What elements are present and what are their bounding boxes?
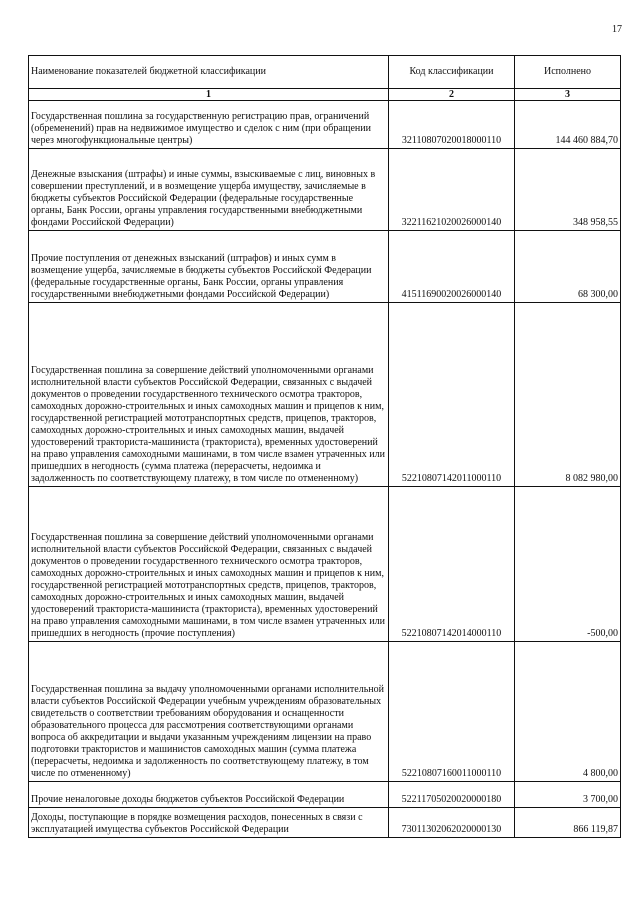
- table-row: [29, 487, 621, 642]
- row-executed: 68 300,00: [515, 231, 621, 303]
- row-code: 32110807020018000110: [389, 101, 515, 149]
- row-code: 52210807142011000110: [389, 303, 515, 487]
- row-code: 41511690020026000140: [389, 231, 515, 303]
- row-executed: 866 119,87: [515, 808, 621, 838]
- column-number: 2: [389, 89, 515, 101]
- table-row: [29, 642, 621, 782]
- row-name: Государственная пошлина за выдачу уполномоченными органами исполнительной власти субъектов Российской Федерации учебным учреждениям образовательных свидетельств о соответствии требованиям оборудования и оснащенности образовательного процесса для рассмотрения соответствующими органами вопроса об аккредитации и выдачи указанным учреждениям лицензии на право подготовки трактористов и машинистов самоходных машин (сумма платежа (перерасчеты, недоимка и задолженность по соответствующему платежу, в том числе по отмененному): [29, 642, 389, 782]
- row-name: Государственная пошлина за государственную регистрацию прав, ограничений (обременений) прав на недвижимое имущество и сделок с ним (при обращении через многофункциональные центры): [29, 101, 389, 149]
- row-executed: -500,00: [515, 487, 621, 642]
- row-executed: 4 800,00: [515, 642, 621, 782]
- row-name: Государственная пошлина за совершение действий уполномоченными органами исполнительной власти субъектов Российской Федерации, связанных с выдачей документов о проведении государственного технического осмотра тракторов, самоходных дорожно-строительных и иных самоходных машин и прицепов к ним, государственной регистрацией мототранспортных средств, прицепов, тракторов, самоходных дорожно-строительных и иных самоходных машин, выдачей удостоверений тракториста-машиниста (тракториста), временных удостоверений на право управления самоходными машинами, в том числе взамен утраченных или пришедших в негодность (сумма платежа (перерасчеты, недоимка и задолженность по соответствующему платежу, в том числе по отмененному): [29, 303, 389, 487]
- table-row: [29, 808, 621, 838]
- row-name: Денежные взыскания (штрафы) и иные суммы, взыскиваемые с лиц, виновных в совершении преступлений, и в возмещение ущерба имуществу, зачисляемые в бюджеты субъектов Российской Федерации (федеральные государственные органы, Банк России, органы управления государственными внебюджетными фондами Российской Федерации): [29, 149, 389, 231]
- table-row: [29, 782, 621, 808]
- table-row: [29, 303, 621, 487]
- budget-classification-table: [28, 55, 621, 838]
- row-name: Доходы, поступающие в порядке возмещения расходов, понесенных в связи с эксплуатацией имущества субъектов Российской Федерации: [29, 808, 389, 838]
- row-executed: 3 700,00: [515, 782, 621, 808]
- page-number: 17: [612, 24, 622, 35]
- row-code: 52210807142014000110: [389, 487, 515, 642]
- row-name: Прочие поступления от денежных взысканий (штрафов) и иных сумм в возмещение ущерба, зачисляемые в бюджеты субъектов Российской Федерации (федеральные государственные органы, Банк России, органы управления государственными внебюджетными фондами Российской Федерации): [29, 231, 389, 303]
- row-code: 52210807160011000110: [389, 642, 515, 782]
- column-number: 1: [29, 89, 389, 101]
- table-header-row: [29, 56, 621, 89]
- header-code: Код классификации: [389, 56, 515, 89]
- row-name: Государственная пошлина за совершение действий уполномоченными органами исполнительной власти субъектов Российской Федерации, связанных с выдачей документов о проведении государственного технического осмотра тракторов, самоходных дорожно-строительных и иных самоходных машин и прицепов к ним, государственной регистрацией мототранспортных средств, прицепов, тракторов, самоходных дорожно-строительных и иных самоходных машин, выдачей удостоверений тракториста-машиниста (тракториста), временных удостоверений на право управления самоходными машинами, в том числе взамен утраченных или пришедших в негодность (прочие поступления): [29, 487, 389, 642]
- column-numbers-row: [29, 89, 621, 101]
- table-row: [29, 149, 621, 231]
- row-name: Прочие неналоговые доходы бюджетов субъектов Российской Федерации: [29, 782, 389, 808]
- row-executed: 8 082 980,00: [515, 303, 621, 487]
- table-row: [29, 231, 621, 303]
- row-code: 73011302062020000130: [389, 808, 515, 838]
- column-number: 3: [515, 89, 621, 101]
- row-executed: 348 958,55: [515, 149, 621, 231]
- header-name: Наименование показателей бюджетной классификации: [29, 56, 389, 89]
- row-code: 52211705020020000180: [389, 782, 515, 808]
- row-executed: 144 460 884,70: [515, 101, 621, 149]
- header-executed: Исполнено: [515, 56, 621, 89]
- table-row: [29, 101, 621, 149]
- row-code: 32211621020026000140: [389, 149, 515, 231]
